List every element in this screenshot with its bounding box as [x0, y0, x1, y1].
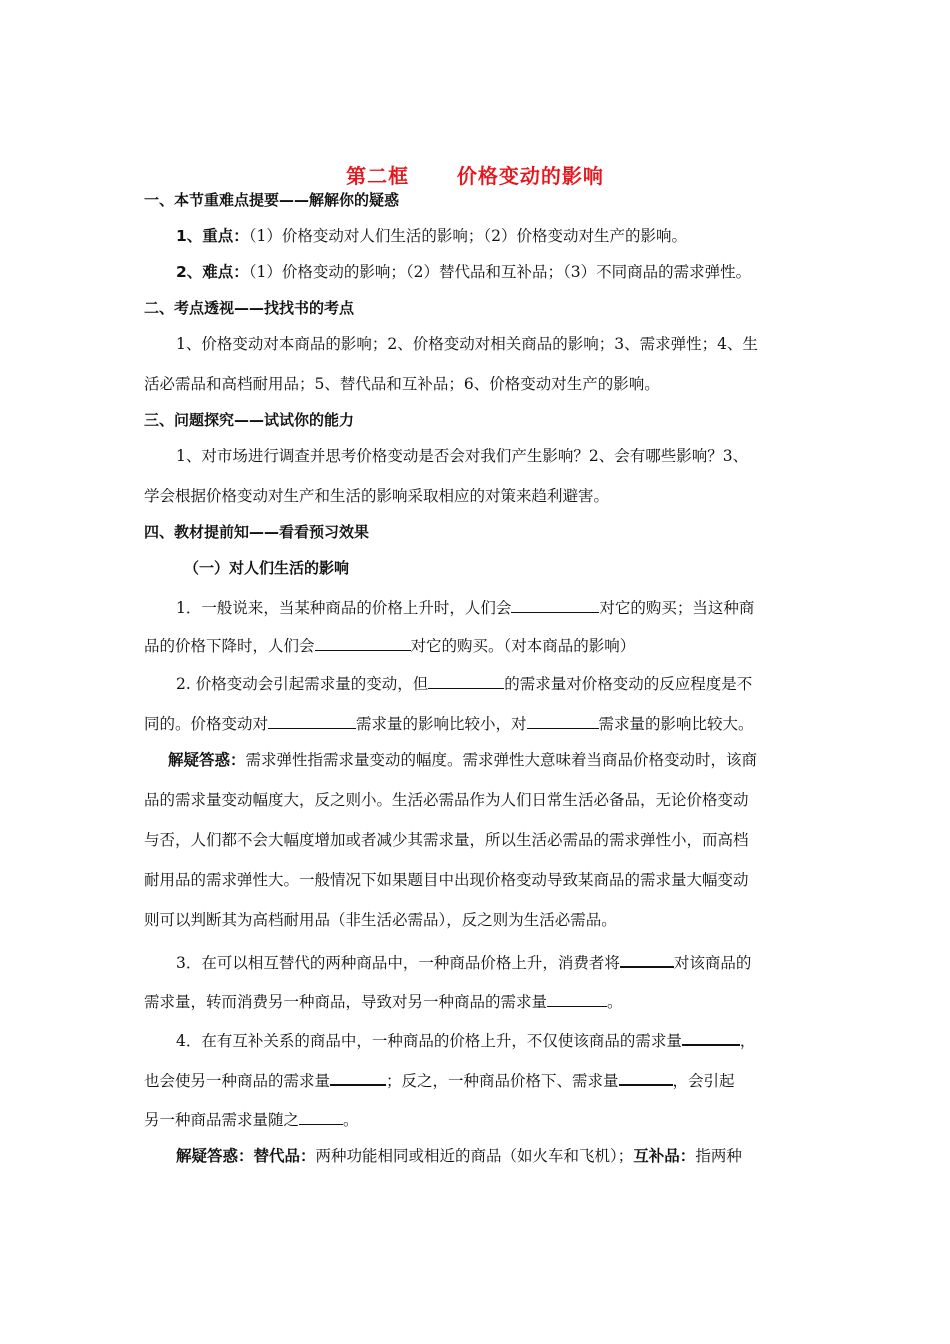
question-4-text-c: 也会使另一种商品的需求量	[144, 1072, 331, 1090]
question-1-text-d: 对它的购买。（对本商品的影响）	[410, 637, 636, 655]
answer-1-label: 解疑答惑：	[168, 751, 246, 769]
answer-1-line-3: 与否，人们都不会大幅度增加或者减少其需求量，所以生活必需品的需求弹性小，而高档	[144, 831, 749, 849]
answer-1-line-1	[144, 750, 834, 770]
fill-blank[interactable]	[299, 1108, 343, 1125]
question-3-text-b: 对该商品的	[673, 954, 752, 972]
question-4-text-f: 另一种商品需求量随之	[144, 1111, 300, 1129]
complement-label: 互补品：	[633, 1147, 696, 1165]
question-2-line-1	[144, 672, 842, 694]
question-4-text-g: 。	[343, 1111, 359, 1129]
question-4-text-b: ，	[739, 1032, 756, 1050]
question-2-text-a: 2. 价格变动会引起需求量的变动，但	[176, 675, 429, 693]
fill-blank[interactable]	[527, 712, 599, 729]
question-3-text-c: 需求量，转而消费另一种商品，导致对另一种商品的需求量	[144, 993, 548, 1011]
answer-1-line-4: 耐用品的需求弹性大。一般情况下如果题目中出现价格变动导致某商品的需求量大幅变动	[144, 871, 749, 889]
question-4-line-1	[144, 1028, 842, 1051]
answer-1-line-5: 则可以判断其为高档耐用品（非生活必需品），反之则为生活必需品。	[144, 911, 617, 929]
question-3-line-2	[144, 990, 810, 1012]
section-2-heading: 二、考点透视——找找书的考点	[144, 299, 355, 317]
question-1-line-1	[144, 596, 842, 618]
answer-2-line-1	[144, 1146, 842, 1166]
answer-2-label: 解疑答惑：	[176, 1147, 254, 1165]
key-points-text: （1）价格变动对人们生活的影响；（2）价格变动对生产的影响。	[248, 227, 688, 245]
section-3-para-line-2: 学会根据价格变动对生产和生活的影响采取相应的对策来趋利避害。	[144, 487, 610, 505]
question-2-text-e: 需求量的影响比较大。	[598, 715, 754, 733]
question-1-text-a: 1．一般说来，当某种商品的价格上升时，人们会	[176, 599, 512, 617]
fill-blank[interactable]	[682, 1028, 740, 1046]
question-3-text-d: 。	[607, 993, 623, 1011]
fill-blank[interactable]	[268, 712, 356, 729]
difficult-points-text: （1）价格变动的影响；（2）替代品和互补品；（3）不同商品的需求弹性。	[248, 263, 752, 281]
section-4-heading: 四、教材提前知——看看预习效果	[144, 523, 370, 541]
question-4-line-2	[144, 1068, 810, 1091]
question-4-text-d: ；反之，一种商品价格下、需求量	[386, 1072, 619, 1090]
section-1-heading: 一、本节重难点提要——解解你的疑惑	[144, 191, 400, 209]
page-title: 第二框 价格变动的影响	[346, 164, 604, 188]
answer-1-text-1: 需求弹性指需求量变动的幅度。需求弹性大意味着当商品价格变动时，该商	[245, 751, 758, 769]
question-4-text-a: 4．在有互补关系的商品中，一种商品的价格上升，不仅使该商品的需求量	[176, 1032, 682, 1050]
fill-blank[interactable]	[330, 1068, 386, 1086]
fill-blank[interactable]	[547, 990, 607, 1007]
answer-1-line-2: 品的需求量变动幅度大，反之则小。生活必需品作为人们日常生活必备品，无论价格变动	[144, 791, 749, 809]
difficult-points-line	[144, 262, 842, 282]
fill-blank[interactable]	[428, 672, 504, 689]
question-2-line-2	[144, 712, 810, 734]
key-points-line	[144, 226, 842, 246]
fill-blank[interactable]	[619, 1068, 673, 1086]
question-1-line-2	[144, 634, 810, 656]
question-3-text-a: 3．在可以相互替代的两种商品中，一种商品价格上升，消费者将	[176, 954, 620, 972]
section-2-para-line-2: 活必需品和高档耐用品；5、替代品和互补品；6、价格变动对生产的影响。	[144, 375, 660, 393]
question-4-line-3	[144, 1108, 810, 1130]
section-3-para-line-1: 1、对市场进行调查并思考价格变动是否会对我们产生影响？2、会有哪些影响？3、	[176, 447, 749, 465]
difficult-points-label: 2、难点：	[176, 263, 249, 281]
subsection-1-heading: （一）对人们生活的影响	[184, 559, 350, 577]
question-2-text-d: 需求量的影响比较小，对	[356, 715, 527, 733]
question-2-text-b: 的需求量对价格变动的反应程度是不	[504, 675, 753, 693]
fill-blank[interactable]	[620, 950, 674, 968]
question-1-text-c: 品的价格下降时，人们会	[144, 637, 315, 655]
question-2-text-c: 同的。价格变动对	[144, 715, 269, 733]
key-points-label: 1、重点：	[176, 227, 249, 245]
fill-blank[interactable]	[511, 596, 599, 613]
section-2-para-line-1: 1、价格变动对本商品的影响；2、价格变动对相关商品的影响；3、需求弹性；4、生	[176, 335, 758, 353]
fill-blank[interactable]	[315, 634, 411, 651]
question-4-text-e: ，会引起	[672, 1072, 735, 1090]
substitute-label: 替代品：	[253, 1147, 316, 1165]
complement-text: 指两种	[695, 1147, 742, 1165]
substitute-text: 两种功能相同或相近的商品（如火车和飞机）；	[315, 1147, 634, 1165]
question-1-text-b: 对它的购买；当这种商	[599, 599, 755, 617]
question-3-line-1	[144, 950, 842, 973]
section-3-heading: 三、问题探究——试试你的能力	[144, 411, 355, 429]
